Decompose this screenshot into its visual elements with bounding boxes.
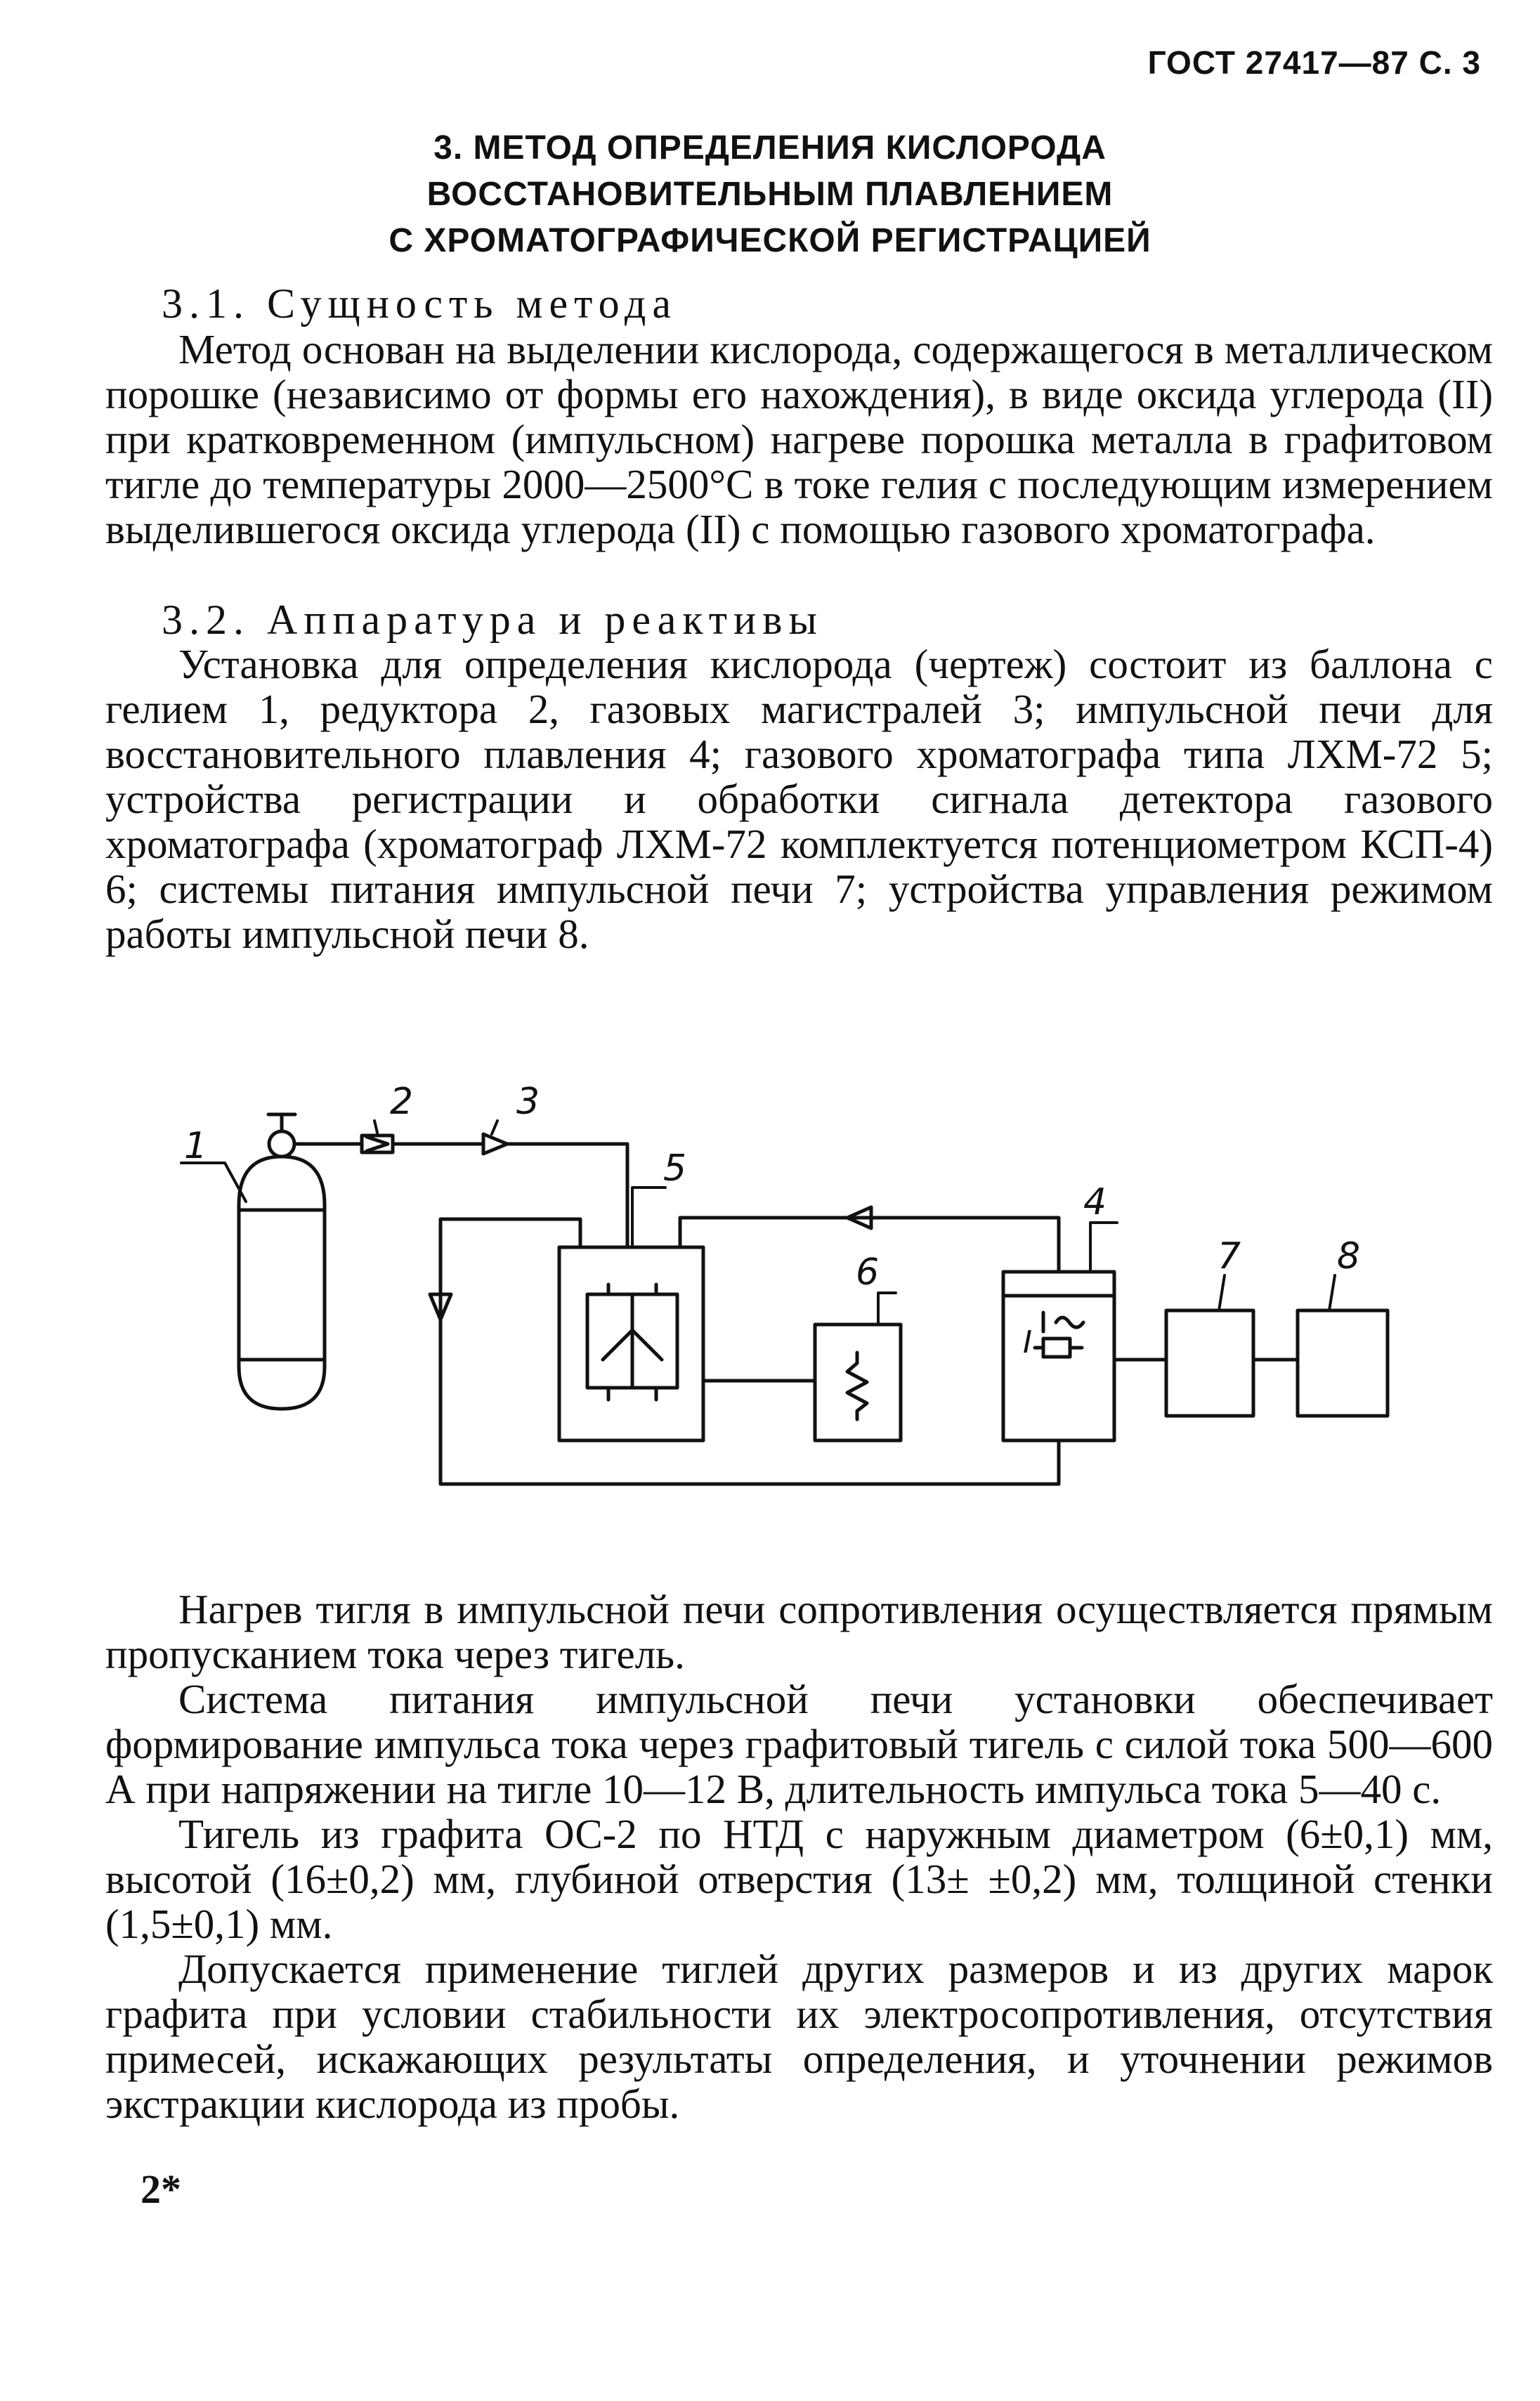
section-title-line: 3. МЕТОД ОПРЕДЕЛЕНИЯ КИСЛОРОДА <box>433 129 1107 167</box>
paragraph: Установка для определения кислорода (чертеж) состоит из баллона с гелием 1, редуктора 2, газовых магистралей 3; импульсной печи для восстановительного плавления 4; газового хроматографа типа ЛХМ-72 5; устройства регистрации и обработки сигнала детектора газового хроматографа (хроматограф ЛХМ-72 комплектуется потенциометром КСП-4) 6; системы питания импульсной печи 7; устройства управления режимом работы импульсной печи 8. <box>105 641 1493 957</box>
furnace-current-symbol: I <box>1023 1325 1032 1360</box>
section-title-line: С ХРОМАТОГРАФИЧЕСКОЙ РЕГИСТРАЦИЕЙ <box>389 222 1151 259</box>
subsection-text-3-2 <box>105 642 1493 956</box>
paragraph: Метод основан на выделении кислорода, содержащегося в металлическом порошке (независимо от формы его нахождения), в виде оксида углерода (II) при кратковременном (импульсном) нагреве порошка металла в графитовом тигле до температуры 2000—2500°С в токе гелия с последующим измерением выделившегося оксида углерода (II) с помощью газового хроматографа. <box>105 326 1493 552</box>
paragraph: Тигель из графита ОС-2 по НТД с наружным диаметром (6±0,1) мм, высотой (16±0,2) мм, глубиной отверстия (13± ±0,2) мм, толщиной стенки (1,5±0,1) мм. <box>105 1811 1493 1947</box>
label-6: 6 <box>856 1251 880 1294</box>
label-1: 1 <box>184 1125 208 1167</box>
label-2: 2 <box>390 1081 414 1123</box>
document-header: ГОСТ 27417—87 С. 3 <box>1147 44 1481 81</box>
label-8: 8 <box>1337 1235 1361 1277</box>
body-paragraphs <box>105 1587 1493 2126</box>
power-supply-block <box>1166 1310 1253 1416</box>
recorder-block <box>815 1325 901 1440</box>
label-3: 3 <box>516 1081 540 1123</box>
pulse-furnace-block <box>1003 1272 1114 1440</box>
label-5: 5 <box>663 1147 687 1190</box>
label-leaders <box>181 1121 1335 1325</box>
section-title-line: ВОССТАНОВИТЕЛЬНЫМ ПЛАВЛЕНИЕМ <box>426 176 1114 213</box>
chromatograph-block <box>559 1247 703 1440</box>
paragraph: Допускается применение тиглей других размеров и из других марок графита при условии стабильности их электросопротивления, отсутствия примесей, искажающих результаты определения, и уточнении режимов экстракции кислорода из пробы. <box>105 1946 1493 2127</box>
label-7: 7 <box>1218 1235 1241 1277</box>
control-unit-block <box>1298 1310 1388 1416</box>
label-4: 4 <box>1083 1181 1107 1223</box>
subsection-heading-3-1: 3.1. Сущность метода <box>162 280 678 327</box>
subsection-text-3-1 <box>105 327 1493 552</box>
paragraph: Нагрев тигля в импульсной печи сопротивления осуществляется прямым пропусканием тока через тигель. <box>105 1586 1493 1677</box>
subsection-heading-3-2: 3.2. Аппаратура и реактивы <box>162 597 823 643</box>
paragraph: Система питания импульсной печи установки обеспечивает формирование импульса тока через графитовый тигель с силой тока 500—600 А при напряжении на тигле 10—12 В, длительность импульса тока 5—40 с. <box>105 1676 1493 1812</box>
helium-cylinder <box>239 1114 325 1409</box>
gas-line <box>294 1134 627 1247</box>
section-title <box>0 125 1540 264</box>
page-mark: 2* <box>141 2166 181 2212</box>
apparatus-diagram <box>169 1054 1447 1518</box>
